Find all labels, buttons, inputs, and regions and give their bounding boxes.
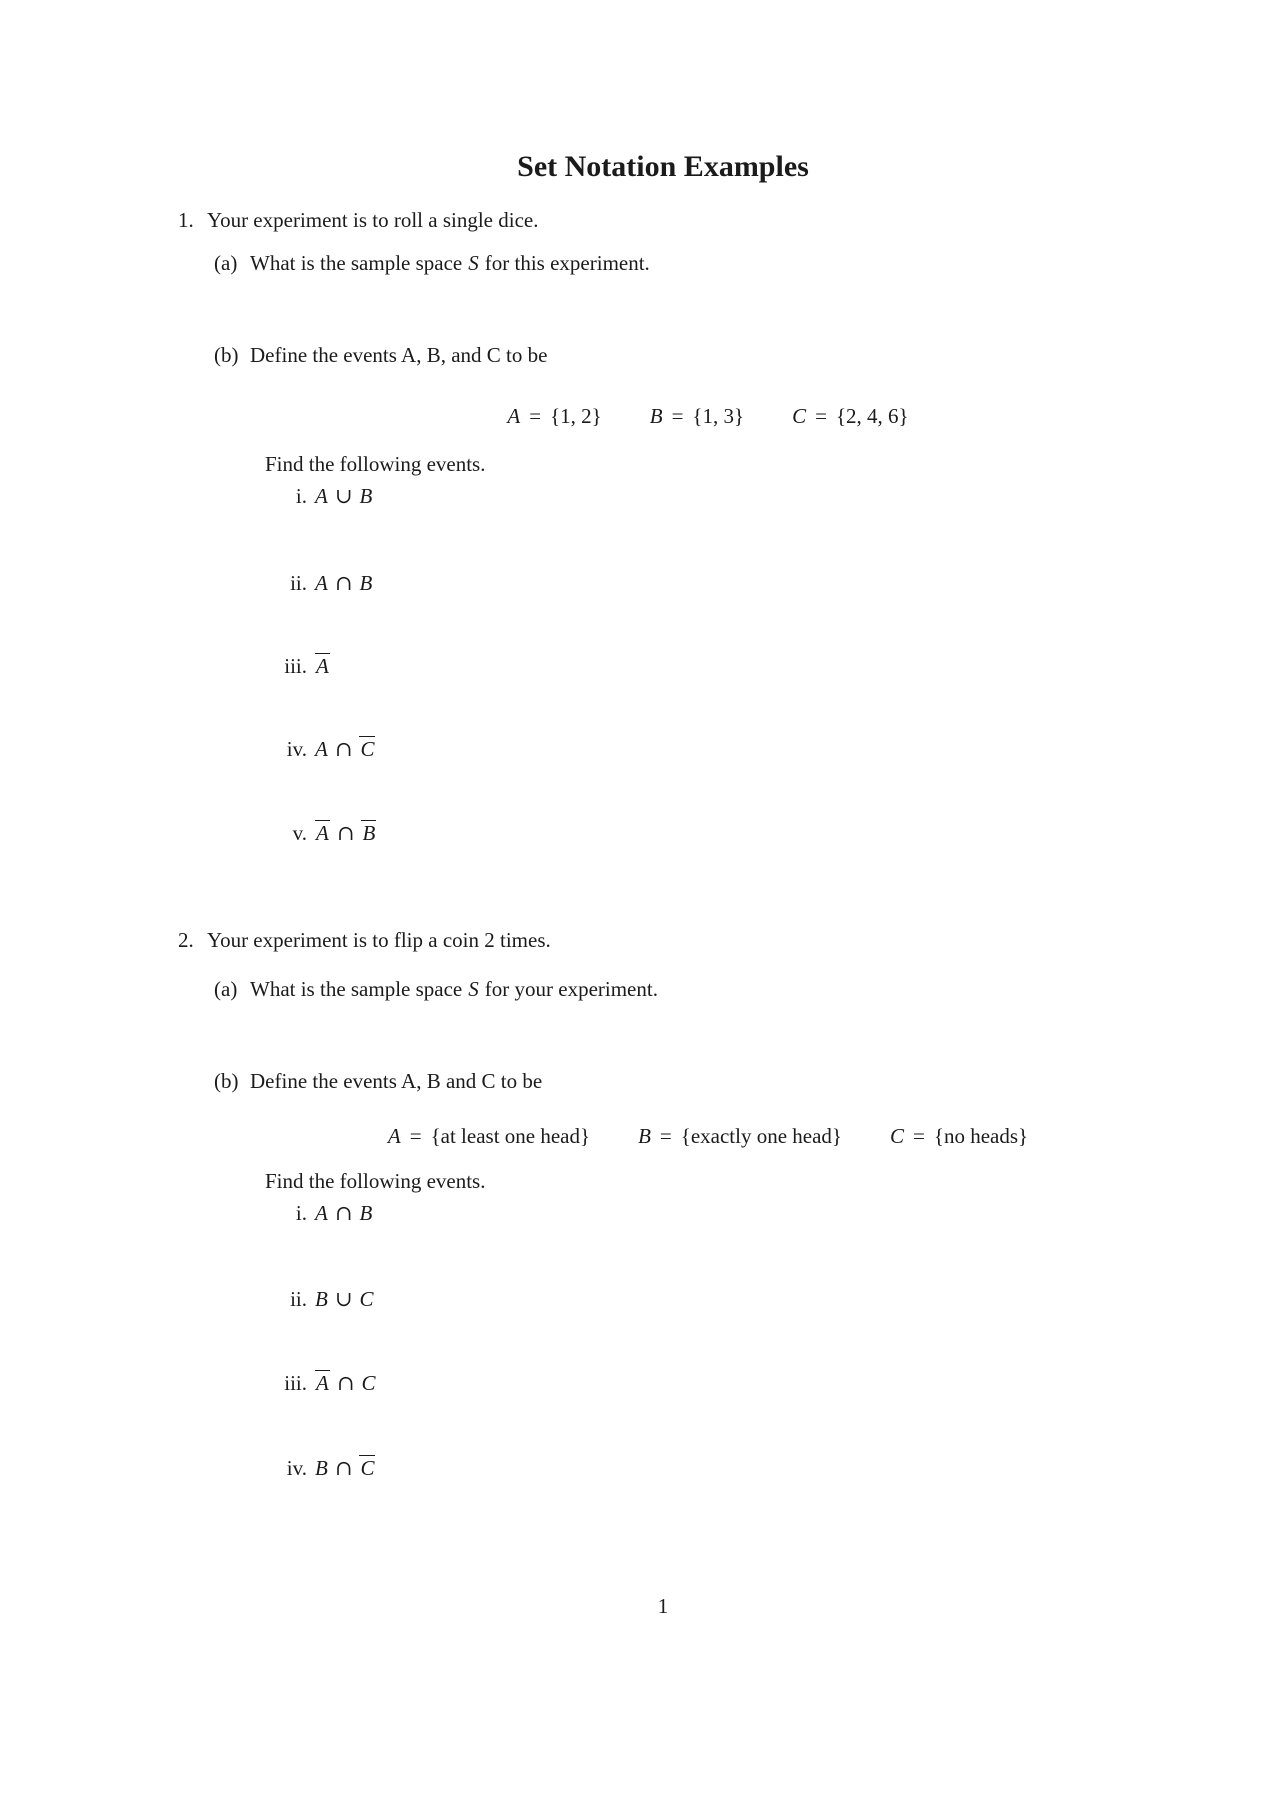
problem-2-item-iii [200,1370,375,1396]
part-a-text-after: for your experiment. [484,977,658,1001]
part-b-label: (b) [214,1069,239,1093]
set-variable-complement: C [360,1456,375,1480]
set-variable: B [638,1124,651,1148]
set-variable: C [792,404,807,428]
item-label: v. [292,821,307,845]
set-variable: A [315,737,328,761]
equals-sign: = [815,404,827,428]
part-a-text [250,977,658,1001]
problem-1-item-iv [200,736,375,762]
problem-2-find-prompt: Find the following events. [265,1169,486,1193]
set-variable: A [507,404,521,428]
math-expression [315,737,375,761]
set-variable: B [359,484,373,508]
item-label: i. [295,1201,307,1225]
problem-2-item-iv [200,1455,375,1481]
item-label: ii. [290,1287,307,1311]
equals-sign: = [671,404,684,428]
set-variable: C [890,1124,905,1148]
item-label: iv. [286,737,307,761]
problem-2-item-i [200,1200,372,1226]
problem-1-item-i [200,483,372,509]
problem-1 [178,207,538,233]
set-operator: ∩ [334,1201,353,1225]
equation-a [507,403,601,429]
math-expression [315,1371,375,1395]
part-a-label: (a) [214,251,238,275]
math-expression [315,571,372,595]
set-value: {1, 3} [692,404,745,428]
math-expression [315,1456,375,1480]
math-expression [315,1201,372,1225]
equals-sign: = [529,404,542,428]
part-a-label: (a) [214,977,238,1001]
math-expression [315,821,376,845]
problem-2-part-a [214,976,658,1002]
set-variable-complement: B [362,821,376,845]
set-variable: B [315,1287,328,1311]
part-a-text [250,251,650,275]
equation-c [890,1123,1028,1149]
set-variable: C [359,1287,374,1311]
set-value: {1, 2} [550,404,602,428]
problem-1-part-a [214,250,650,276]
set-variable: A [387,1124,401,1148]
set-variable-complement: A [316,1371,329,1395]
item-label: iii. [284,1371,307,1395]
math-expression [315,654,330,678]
problem-1-part-b [214,342,547,368]
set-operator: ∪ [334,484,353,508]
set-variable: C [361,1371,376,1395]
set-variable-complement: A [316,821,329,845]
problem-2 [178,927,551,953]
part-b-label: (b) [214,343,239,367]
problem-2-item-ii [200,1286,373,1312]
math-expression [315,484,372,508]
sample-space-variable: S [468,251,479,275]
set-variable: B [649,404,663,428]
equation-c [792,403,909,429]
set-operator: ∩ [334,737,353,761]
item-label: iii. [284,654,307,678]
problem-1-statement: Your experiment is to roll a single dice. [207,208,539,232]
equation-b [650,403,744,429]
set-value: {at least one head} [430,1124,591,1148]
problem-2-statement: Your experiment is to flip a coin 2 times. [207,928,551,952]
set-variable: A [315,484,328,508]
set-variable: B [359,571,373,595]
problem-2-number: 2. [178,928,194,952]
problem-2-definitions-equation [250,1123,1166,1149]
sample-space-variable: S [468,977,479,1001]
part-b-text: Define the events A, B, and C to be [250,343,548,367]
set-variable: B [315,1456,328,1480]
math-expression [315,1287,373,1311]
problem-1-number: 1. [178,208,194,232]
item-label: ii. [290,571,307,595]
part-a-text-before: What is the sample space [250,251,463,275]
part-a-text-before: What is the sample space [250,977,463,1001]
page-number: 1 [657,1594,669,1618]
set-value: {exactly one head} [680,1124,843,1148]
equals-sign: = [913,1124,925,1148]
problem-1-find-prompt: Find the following events. [265,452,486,476]
set-variable: A [315,571,328,595]
part-a-text-after: for this experiment. [484,251,650,275]
set-operator: ∩ [336,1371,355,1395]
equation-a [388,1123,590,1149]
set-operator: ∩ [334,571,353,595]
set-operator: ∪ [334,1287,353,1311]
set-variable: B [359,1201,373,1225]
equals-sign: = [659,1124,672,1148]
set-variable: A [315,1201,328,1225]
problem-1-definitions-equation [250,403,1166,429]
item-label: i. [295,484,307,508]
equation-b [638,1123,842,1149]
set-operator: ∩ [334,1456,353,1480]
set-operator: ∩ [336,821,355,845]
problem-1-item-v [200,820,376,846]
part-b-text: Define the events A, B and C to be [250,1069,543,1093]
set-value: {2, 4, 6} [835,404,909,428]
set-value: {no heads} [933,1124,1029,1148]
problem-1-item-ii [200,570,372,596]
set-variable-complement: C [360,737,375,761]
item-label: iv. [286,1456,307,1480]
set-variable-complement: A [316,654,329,678]
page-title: Set Notation Examples [517,150,809,183]
equals-sign: = [409,1124,422,1148]
problem-2-part-b [214,1068,542,1094]
problem-1-item-iii [200,653,330,679]
